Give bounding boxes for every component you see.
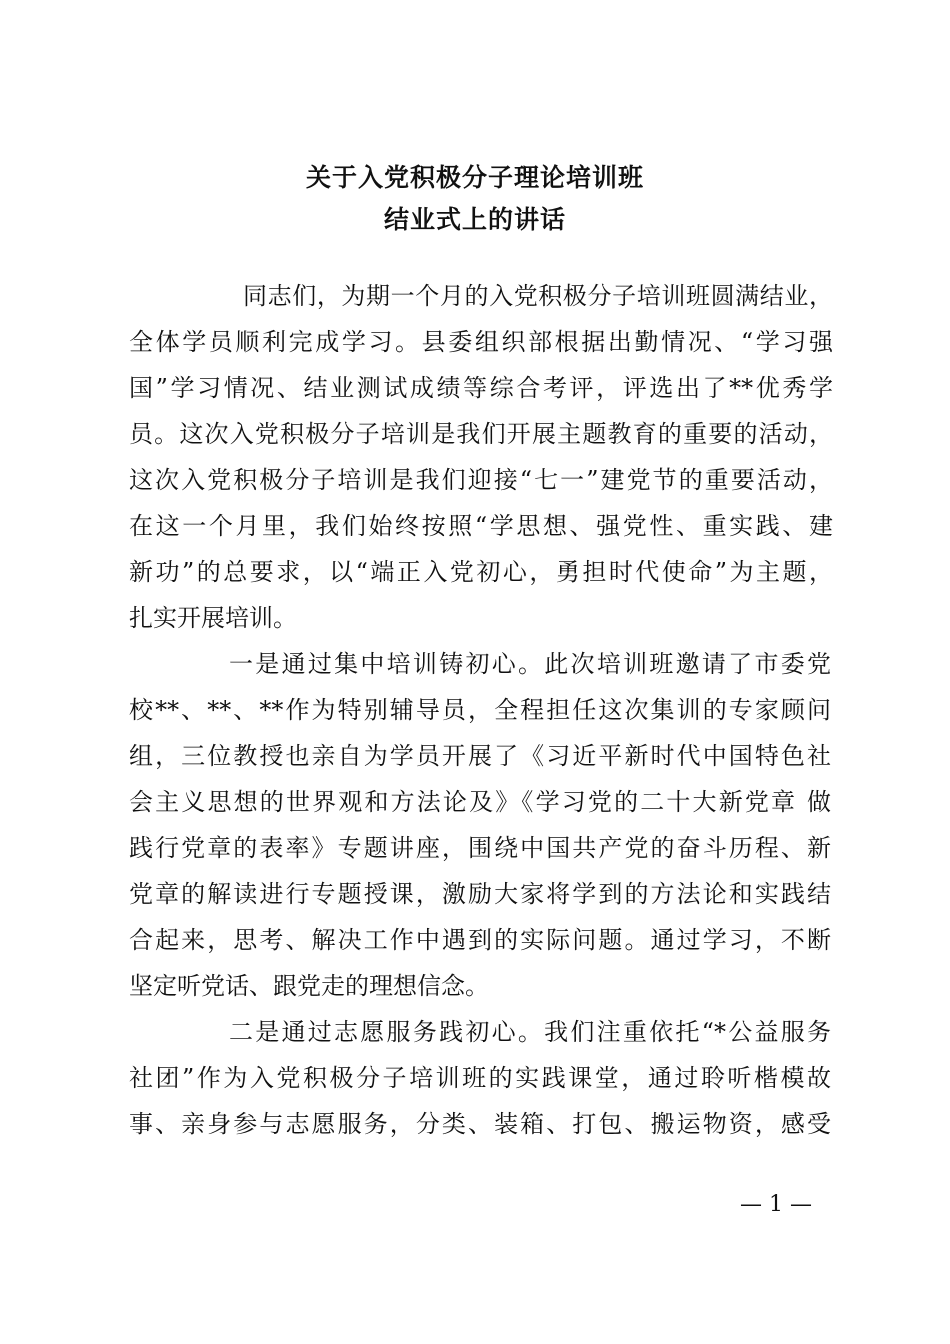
paragraph-line: 事、亲身参与志愿服务，分类、装箱、打包、搬运物资，感受 [129, 1110, 831, 1138]
paragraph-line: 组，三位教授也亲自为学员开展了《习近平新时代中国特色社 [129, 742, 831, 770]
paragraph-line: 全体学员顺利完成学习。县委组织部根据出勤情况、“学习强 [129, 328, 833, 356]
paragraph-line: 扎实开展培训。 [129, 604, 297, 632]
paragraph-line: 一是通过集中培训铸初心。此次培训班邀请了市委党 [229, 650, 831, 678]
paragraph-line: 同志们，为期一个月的入党积极分子培训班圆满结业， [243, 282, 833, 310]
paragraph-line: 新功”的总要求，以“端正入党初心，勇担时代使命”为主题， [129, 558, 833, 586]
paragraph-line: 员。这次入党积极分子培训是我们开展主题教育的重要的活动， [129, 420, 833, 448]
paragraph-line: 党章的解读进行专题授课，激励大家将学到的方法论和实践结 [129, 880, 831, 908]
paragraph-line: 合起来，思考、解决工作中遇到的实际问题。通过学习，不断 [129, 926, 831, 954]
paragraph-line: 国”学习情况、结业测试成绩等综合考评，评选出了**优秀学 [129, 374, 833, 402]
page-number: — 1 — [740, 1192, 812, 1217]
paragraph-line: 社团”作为入党积极分子培训班的实践课堂，通过聆听楷模故 [129, 1064, 831, 1092]
paragraph-line: 二是通过志愿服务践初心。我们注重依托“*公益服务 [229, 1018, 831, 1046]
paragraph-line: 践行党章的表率》专题讲座，围绕中国共产党的奋斗历程、新 [129, 834, 831, 862]
paragraph-line: 会主义思想的世界观和方法论及》《学习党的二十大新党章 做 [129, 788, 831, 816]
document-title-line-2: 结业式上的讲话 [383, 205, 566, 234]
paragraph-line: 在这一个月里，我们始终按照“学思想、强党性、重实践、建 [129, 512, 833, 540]
document-title-line-1: 关于入党积极分子理论培训班 [305, 163, 644, 192]
paragraph-line: 校**、**、**作为特别辅导员，全程担任这次集训的专家顾问 [129, 696, 831, 724]
paragraph-line: 这次入党积极分子培训是我们迎接“七一”建党节的重要活动， [129, 466, 833, 494]
paragraph-line: 坚定听党话、跟党走的理想信念。 [129, 972, 489, 1000]
